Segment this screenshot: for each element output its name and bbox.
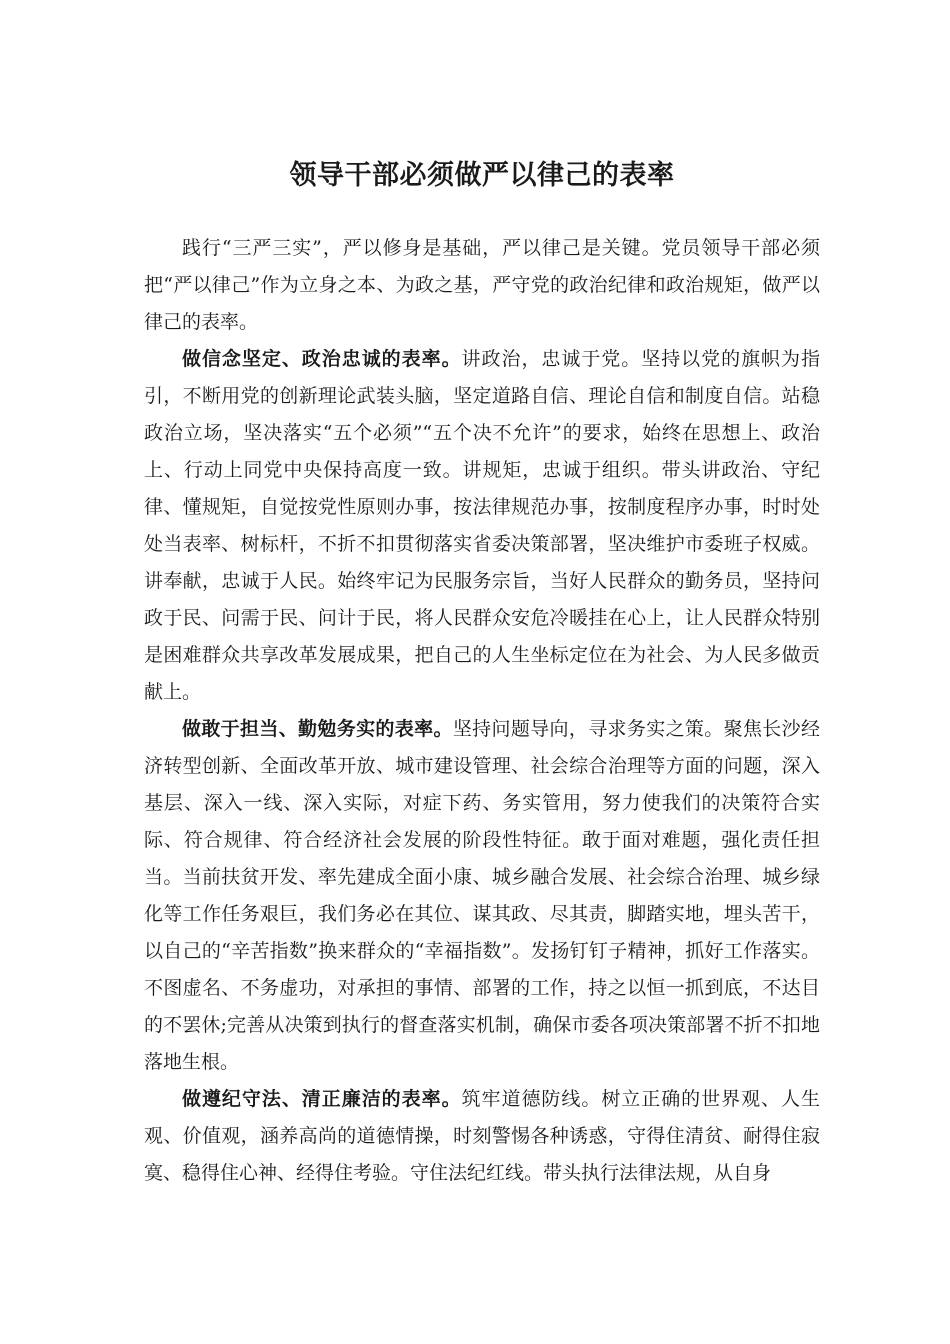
paragraph-text: 坚持问题导向，寻求务实之策。聚焦长沙经济转型创新、全面改革开放、城市建设管理、社会综合治理等方面的问题，深入基层、深入一线、深入实际，对症下药、务实管用，努力使我们的决策符合实际、符合规律、符合经济社会发展的阶段性特征。敢于面对难题，强化责任担当。当前扶贫开发、率先建成全面小康、城乡融合发展、社会综合治理、城乡绿化等工作任务艰巨，我们务必在其位、谋其政、尽其责，脚踏实地，埋头苦干，以自己的“辛苦指数”换来群众的“幸福指数”。发扬钉钉子精神，抓好工作落实。不图虚名、不务虚功，对承担的事情、部署的工作，持之以恒一抓到底，不达目的不罢休;完善从决策到执行的督查落实机制，确保市委各项决策部署不折不扣地落地生根。 [144,718,820,1073]
paragraph-heading: 做遵纪守法、清正廉洁的表率。 [182,1088,462,1110]
paragraph-heading: 做信念坚定、政治忠诚的表率。 [182,348,462,370]
paragraph-text: 践行“三严三实”，严以修身是基础，严以律己是关键。党员领导干部必须把“严以律己”作为立身之本、为政之基，严守党的政治纪律和政治规矩，做严以律己的表率。 [144,237,820,333]
paragraph-heading: 做敢于担当、勤勉务实的表率。 [182,718,453,740]
paragraph-intro [144,230,820,341]
paragraph-integrity [144,1081,820,1192]
paragraph-responsibility [144,711,820,1081]
document-title: 领导干部必须做严以律己的表率 [289,160,675,191]
document-body [144,230,820,1192]
paragraph-political-loyalty [144,341,820,711]
paragraph-text: 讲政治，忠诚于党。坚持以党的旗帜为指引，不断用党的创新理论武装头脑，坚定道路自信、理论自信和制度自信。站稳政治立场，坚决落实“五个必须”“五个决不允许”的要求，始终在思想上、政治上、行动上同党中央保持高度一致。讲规矩，忠诚于组织。带头讲政治、守纪律、懂规矩，自觉按党性原则办事，按法律规范办事，按制度程序办事，时时处处当表率、树标杆，不折不扣贯彻落实省委决策部署，坚决维护市委班子权威。讲奉献，忠诚于人民。始终牢记为民服务宗旨，当好人民群众的勤务员，坚持问政于民、问需于民、问计于民，将人民群众安危冷暖挂在心上，让人民群众特别是困难群众共享改革发展成果，把自己的人生坐标定位在为社会、为人民多做贡献上。 [144,348,820,703]
paragraph-text: 筑牢道德防线。树立正确的世界观、人生观、价值观，涵养高尚的道德情操，时刻警惕各种诱惑，守得住清贫、耐得住寂寞、稳得住心神、经得住考验。守住法纪红线。带头执行法律法规，从自身 [144,1088,820,1184]
